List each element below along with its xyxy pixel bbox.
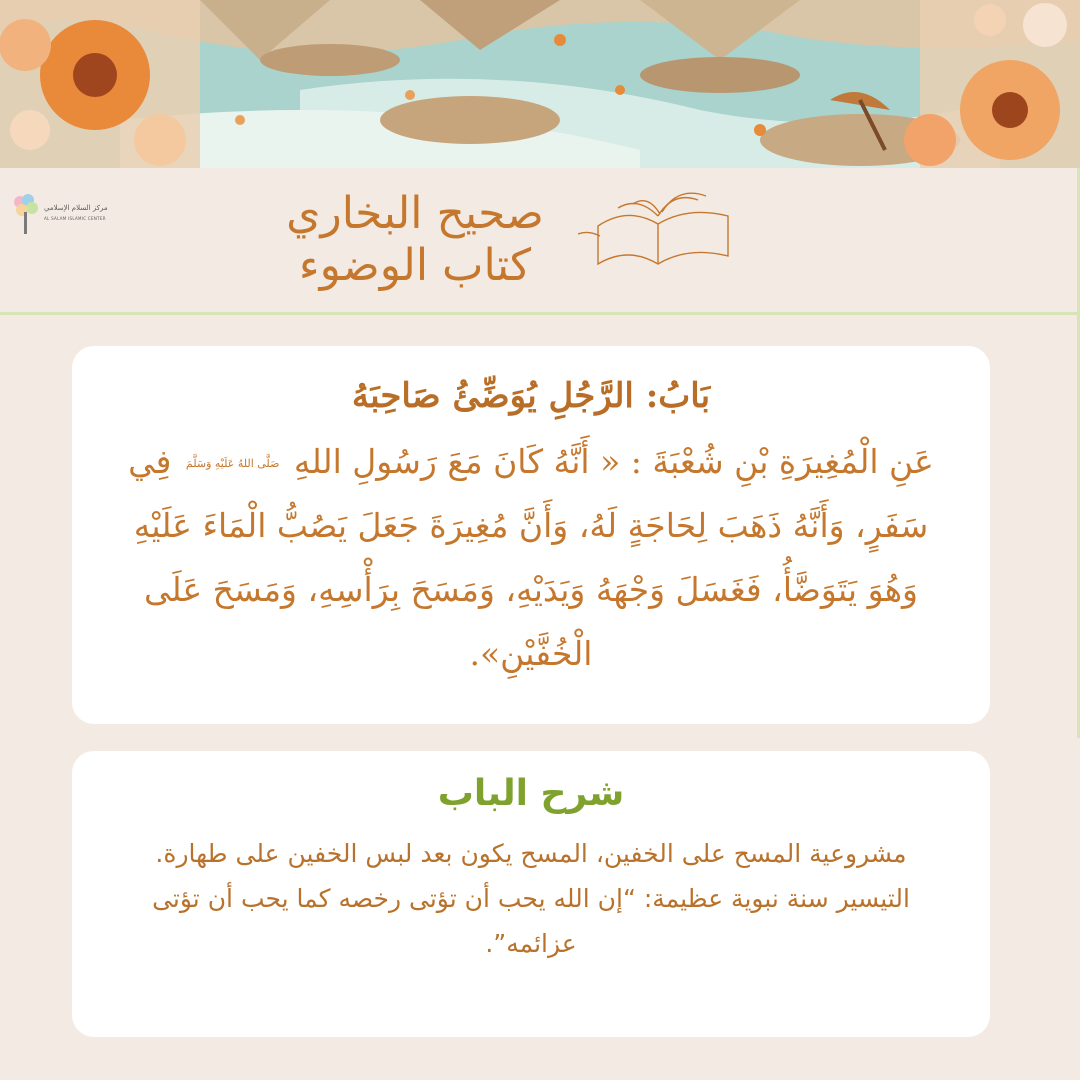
al-salam-logo: [10, 190, 120, 246]
logo-name-english: AL SALAM ISLAMIC CENTER: [44, 216, 106, 221]
hadith-text-part-1: عَنِ الْمُغِيرَةِ بْنِ شُعْبَةَ : « أَنَّهُ كَانَ مَعَ رَسُولِ اللهِ: [293, 442, 934, 481]
book-title: صحيح البخاري: [286, 188, 544, 239]
book-chapter-title: كتاب الوضوء: [298, 240, 532, 291]
explanation-heading: شرح الباب: [437, 773, 625, 814]
chapter-heading: بَابُ: الرَّجُلِ يُوَضِّئُ صَاحِبَهُ: [351, 376, 711, 416]
hadith-card: [72, 346, 990, 724]
salutation-glyph: صَلَّى اللهُ عَلَيْهِ وَسَلَّمَ: [185, 457, 280, 470]
landscape-illustration: [0, 0, 1080, 168]
tree-logo-icon: [10, 190, 40, 240]
explanation-paragraph: مشروعية المسح على الخفين، المسح يكون بعد لبس الخفين على طهارة.: [155, 839, 907, 868]
hadith-text-part-2: فِي سَفَرٍ، وَأَنَّهُ ذَهَبَ لِحَاجَةٍ لَهُ، وَأَنَّ مُغِيرَةَ جَعَلَ يَصُبُّ الْمَاءَ عَلَيْهِ وَهُوَ يَتَوَضَّأُ، فَغَسَلَ وَجْهَهُ وَيَدَيْهِ، وَمَسَحَ بِرَأْسِهِ، وَمَسَحَ عَلَى الْخُفَّيْنِ».: [128, 442, 929, 673]
explanation-body: [112, 831, 950, 966]
explanation-paragraph: التيسير سنة نبوية عظيمة: “إن الله يحب أن تؤتى رخصه كما يحب أن تؤتى عزائمه”.: [152, 884, 910, 958]
title-block: [250, 188, 580, 292]
open-book-icon: [578, 186, 738, 270]
hadith-text: [112, 430, 950, 686]
header-divider: [0, 312, 1080, 315]
explanation-card: [72, 751, 990, 1037]
logo-name-arabic: مركز السلام الإسلامي: [44, 204, 108, 212]
